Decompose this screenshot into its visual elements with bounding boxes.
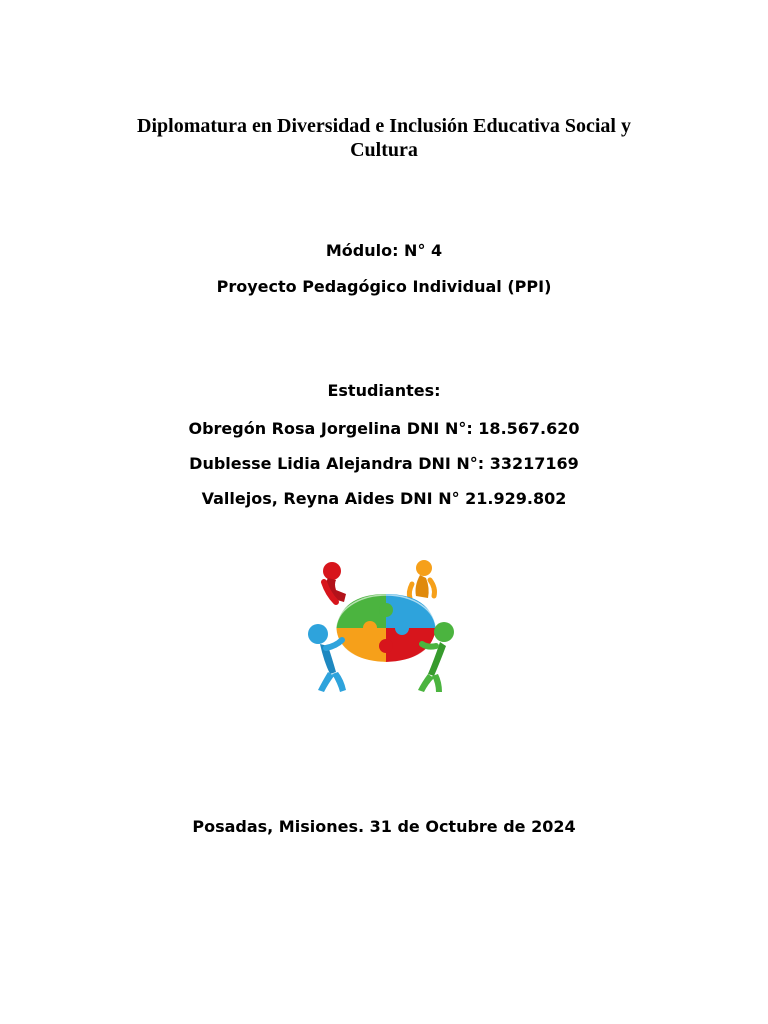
students-heading: Estudiantes: <box>327 381 441 400</box>
student-line-3: Vallejos, Reyna Aides DNI N° 21.929.802 <box>201 489 567 508</box>
document-title <box>110 114 658 162</box>
student-line-1: Obregón Rosa Jorgelina DNI N°: 18.567.620 <box>188 419 580 438</box>
puzzle-people-icon <box>306 558 466 698</box>
title-line-2: Cultura <box>350 139 418 161</box>
puzzle-disc <box>336 594 436 663</box>
title-line-1: Diplomatura en Diversidad e Inclusión Educativa Social y <box>137 115 631 137</box>
student-line-2: Dublesse Lidia Alejandra DNI N°: 33217169 <box>189 454 579 473</box>
project-title: Proyecto Pedagógico Individual (PPI) <box>216 277 552 296</box>
module-label: Módulo: N° 4 <box>325 241 443 260</box>
red-figure <box>323 562 346 602</box>
orange-figure <box>409 560 434 598</box>
place-date: Posadas, Misiones. 31 de Octubre de 2024 <box>192 817 576 836</box>
